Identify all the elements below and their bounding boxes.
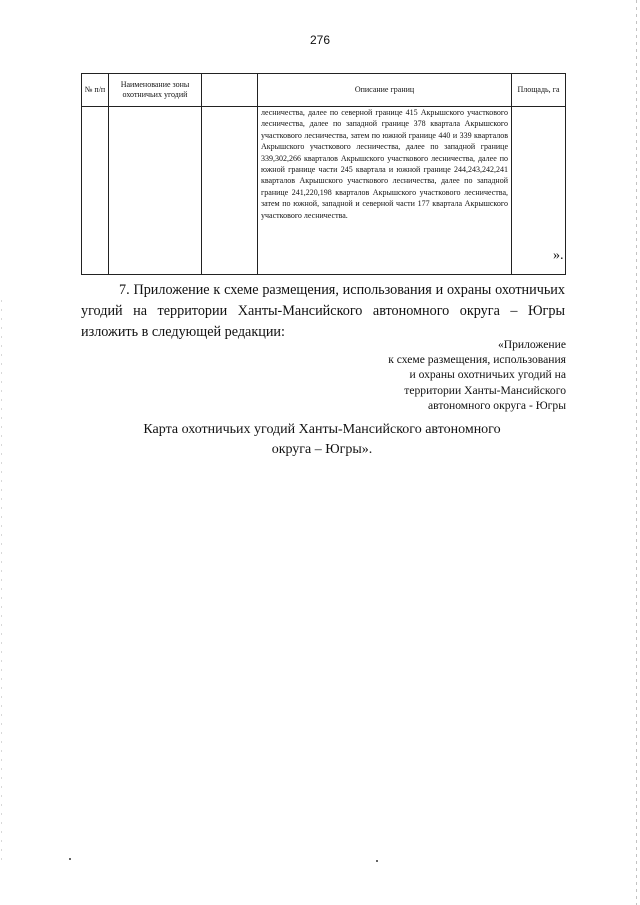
table-row [82,107,566,275]
scan-speck [376,860,378,862]
table-header-row [82,74,566,107]
map-title-line: Карта охотничьих угодий Ханты-Мансийского автономного [143,422,501,437]
page-number: 276 [309,33,331,47]
appendix-caption-line: и охраны охотничьих угодий на [409,368,566,382]
amendment-item-7-text: 7. Приложение к схеме размещения, использования и охраны охотничьих угодий на территории Ханты-Мансийского автономного округа – Югры изложить в следующей редакции: [81,282,565,340]
appendix-caption-line: «Приложение [497,338,566,351]
header-description: Описание границ [258,74,512,107]
scan-edge-artifact [1,300,2,860]
header-area: Площадь, га [512,74,566,107]
amendment-item-7 [81,280,565,343]
cell-description: лесничества, далее по северной границе 415 Акрышского участкового лесничества, далее по западной границе 378 квартала Акрышского участкового лесничества, затем по южной границе 440 и 339 кварталов Акрышского участкового лесничества, далее по западной границе 339,302,266 кварталов Акрышского участкового лесничества, далее по южной границе части 245 квартала и южной границе 244,243,242,241 кварталов Акрышского участкового лесничества, далее по западной границе 241,220,198 кварталов Акрышского участкового лесничества, затем по южной, западной и северной части 177 квартала Акрышского участкового лесничества. [258,107,512,275]
map-title [100,420,544,460]
header-num: № п/п [82,74,109,107]
appendix-caption-line: к схеме размещения, использования [388,353,566,367]
boundaries-table [81,73,566,275]
header-blank [202,74,258,107]
header-zone-name: Наименование зоны охотничьих угодий [109,74,202,107]
map-title-line: округа – Югры». [271,442,373,457]
cell-num [82,107,109,275]
cell-blank [202,107,258,275]
scan-edge-artifact [636,0,637,905]
closing-quote: ». [553,248,564,263]
appendix-caption-line: территории Ханты-Мансийского [404,383,566,397]
scan-speck [69,858,71,860]
appendix-caption [346,337,566,413]
appendix-caption-line: автономного округа - Югры [427,398,566,412]
cell-zone-name [109,107,202,275]
